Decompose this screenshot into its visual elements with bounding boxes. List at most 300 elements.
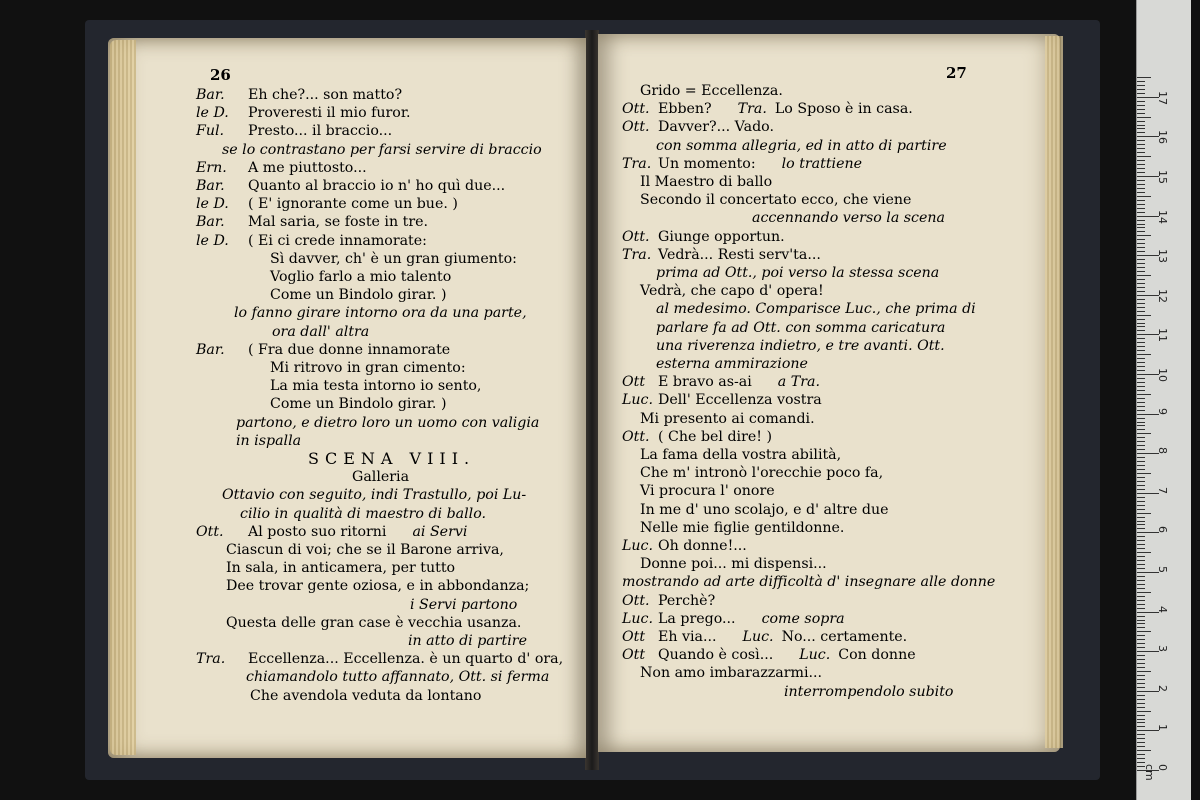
text-line — [196, 232, 427, 250]
line-text: Vi procura l' onore — [640, 483, 775, 500]
line-text: Al posto suo ritorni — [248, 523, 387, 540]
line-text-continued: No... certamente. — [781, 629, 908, 645]
ruler-tick — [1137, 390, 1145, 391]
speaker-label: le D. — [196, 196, 229, 213]
line-text: Ebben? — [658, 101, 712, 118]
stage-aside: come sopra — [761, 610, 845, 627]
ruler-tick — [1137, 271, 1145, 272]
ruler-tick — [1137, 418, 1145, 419]
text-line — [752, 209, 945, 227]
text-line — [622, 373, 820, 391]
text-line — [622, 228, 785, 246]
ruler-label: 6 — [1156, 526, 1169, 534]
ruler-tick — [1137, 188, 1145, 189]
text-line — [222, 486, 526, 504]
line-text: esterna ammirazione — [656, 356, 808, 372]
ruler-label: 15 — [1156, 170, 1169, 184]
ruler-tick — [1137, 635, 1145, 636]
line-text: SCENA VIII. — [308, 449, 476, 468]
ruler-tick — [1137, 311, 1145, 312]
text-line — [640, 664, 822, 682]
text-line — [656, 264, 939, 282]
text-line — [640, 501, 889, 519]
ruler-tick — [1137, 128, 1145, 129]
ruler-tick — [1137, 758, 1145, 759]
line-text: A me piuttosto... — [248, 159, 367, 176]
ruler-label: 10 — [1156, 368, 1169, 382]
speaker-label: Bar. — [196, 341, 225, 358]
line-text: Quando è così... — [658, 647, 774, 664]
text-line — [270, 268, 451, 286]
ruler-tick — [1137, 184, 1145, 185]
stage-aside: Luc. — [742, 629, 774, 645]
line-text: chiamandolo tutto affannato, Ott. si ferma — [246, 669, 550, 686]
line-text: Voglio farlo a mio talento — [270, 269, 452, 285]
text-line — [226, 559, 455, 577]
text-line — [640, 82, 783, 100]
line-text: Donne poi... mi dispensi... — [640, 556, 827, 573]
line-text: Nelle mie figlie gentildonne. — [640, 519, 845, 536]
line-text: i Servi partono — [410, 596, 518, 613]
speaker-label: le D. — [196, 232, 229, 249]
text-line — [236, 414, 539, 432]
line-text: Come un Bindolo girar. ) — [270, 287, 447, 304]
line-text-continued: Lo Sposo è in casa. — [774, 101, 913, 118]
line-text: Che avendola veduta da lontano — [250, 687, 482, 704]
ruler-tick — [1137, 346, 1145, 347]
ruler-tick — [1137, 152, 1145, 153]
text-line — [622, 118, 774, 136]
speaker-label: Tra. — [622, 246, 652, 263]
ruler-tick — [1137, 671, 1151, 672]
text-line — [622, 391, 822, 409]
ruler-tick — [1137, 722, 1145, 723]
line-text: con somma allegria, ed in atto di partire — [656, 137, 947, 154]
line-text: In sala, in anticamera, per tutto — [226, 560, 456, 577]
text-line — [408, 632, 527, 650]
ruler-tick — [1137, 707, 1145, 708]
line-text: Davver?... Vado. — [658, 119, 774, 136]
ruler-tick — [1137, 544, 1145, 545]
ruler-tick — [1137, 410, 1145, 411]
ruler-tick — [1137, 631, 1151, 632]
line-text: La fama della vostra abilità, — [640, 447, 842, 463]
ruler-tick — [1137, 156, 1151, 157]
ruler-tick — [1137, 568, 1145, 569]
line-text: mostrando ad arte difficoltà d' insegnare alle donne — [622, 574, 996, 591]
ruler-tick — [1137, 315, 1151, 316]
ruler-tick — [1137, 350, 1145, 351]
ruler-tick — [1137, 239, 1145, 240]
ruler-label: 0 cm — [1143, 764, 1169, 781]
ruler-tick — [1137, 160, 1145, 161]
ruler-tick — [1137, 406, 1145, 407]
ruler-tick — [1137, 560, 1145, 561]
ruler-tick — [1137, 398, 1145, 399]
text-line — [640, 464, 883, 482]
ruler-tick — [1137, 192, 1145, 193]
line-text: Che m' intronò l'orecchie poco fa, — [640, 465, 884, 482]
line-text: Giunge opportun. — [658, 228, 785, 245]
line-text: ( Che bel dire! ) — [658, 428, 773, 445]
text-line — [196, 195, 458, 213]
ruler-tick — [1137, 386, 1145, 387]
ruler-tick — [1137, 513, 1151, 514]
ruler-tick — [1137, 461, 1145, 462]
ruler-tick — [1137, 220, 1145, 221]
text-line — [656, 337, 945, 355]
line-text: partono, e dietro loro un uomo con valigia — [236, 414, 540, 431]
ruler-tick — [1137, 711, 1151, 712]
ruler-tick — [1137, 366, 1145, 367]
line-text: una riverenza indietro, e tre avanti. Ott. — [656, 337, 945, 354]
line-text: Mi ritrovo in gran cimento: — [270, 360, 466, 376]
ruler-tick — [1137, 616, 1145, 617]
text-line — [656, 137, 947, 155]
line-text: Dell' Eccellenza vostra — [658, 392, 822, 409]
speaker-label: Ott. — [622, 119, 650, 136]
line-text: in atto di partire — [408, 633, 527, 649]
ruler-tick — [1137, 608, 1145, 609]
line-text: Eh che?... son matto? — [248, 87, 403, 103]
line-text: Quanto al braccio io n' ho quì due... — [248, 178, 506, 194]
text-line — [196, 177, 505, 195]
speaker-label: Ern. — [196, 159, 227, 176]
ruler-label: 17 — [1156, 90, 1169, 105]
text-line — [622, 537, 747, 555]
ruler-tick — [1137, 180, 1145, 181]
line-text: Ottavio con seguito, indi Trastullo, poi Lu- — [222, 487, 527, 504]
speaker-label: le D. — [196, 105, 229, 122]
line-text: ( Fra due donne innamorate — [248, 341, 451, 358]
ruler-tick — [1137, 117, 1151, 118]
ruler-tick — [1137, 338, 1145, 339]
line-text: Vedrà, che capo d' opera! — [640, 283, 824, 300]
stage-aside: ai Servi — [412, 523, 468, 540]
ruler-label: 13 — [1156, 249, 1169, 264]
ruler-tick — [1137, 683, 1145, 684]
line-text: al medesimo. Comparisce Luc., che prima di — [656, 301, 976, 318]
text-line — [784, 683, 953, 701]
ruler-tick — [1137, 643, 1145, 644]
text-line — [640, 519, 844, 537]
ruler-tick — [1137, 627, 1145, 628]
ruler-tick — [1137, 548, 1145, 549]
line-text: accennando verso la scena — [752, 210, 945, 227]
text-line — [622, 610, 845, 628]
text-line — [410, 596, 517, 614]
ruler-tick — [1137, 620, 1145, 621]
line-text: Ciascun di voi; che se il Barone arriva, — [226, 542, 504, 558]
ruler-tick — [1137, 113, 1145, 114]
text-line — [640, 173, 772, 191]
ruler-tick — [1137, 734, 1145, 735]
text-line — [270, 250, 517, 268]
ruler-tick — [1137, 168, 1145, 169]
line-text: Presto... il braccio... — [248, 123, 393, 140]
ruler-label: 8 — [1156, 447, 1169, 455]
ruler-tick — [1137, 109, 1145, 110]
text-line — [270, 377, 481, 395]
text-line — [270, 395, 447, 413]
ruler-tick — [1137, 441, 1145, 442]
ruler-tick — [1137, 663, 1145, 664]
ruler-tick — [1137, 679, 1145, 680]
ruler-tick — [1137, 536, 1145, 537]
left-page-number: 26 — [210, 66, 231, 84]
ruler-tick — [1137, 231, 1145, 232]
ruler-tick — [1137, 497, 1145, 498]
line-text: cilio in qualità di maestro di ballo. — [240, 505, 487, 522]
line-text: La mia testa intorno io sento, — [270, 378, 482, 395]
ruler-label: 9 — [1156, 407, 1169, 415]
speaker-label: Ful. — [196, 123, 225, 140]
ruler-tick — [1137, 509, 1145, 510]
ruler-tick — [1137, 140, 1145, 141]
speaker-label: Ott. — [622, 101, 650, 118]
ruler-label: 1 — [1156, 724, 1169, 732]
text-line — [196, 104, 411, 122]
ruler-tick — [1137, 204, 1145, 205]
ruler-tick — [1137, 287, 1145, 288]
text-line — [640, 446, 841, 464]
text-line — [622, 646, 916, 664]
line-text: Dee trovar gente oziosa, e in abbondanza; — [226, 578, 530, 595]
ruler-tick — [1137, 362, 1145, 363]
text-line — [196, 650, 563, 668]
ruler-tick — [1137, 726, 1145, 727]
ruler-tick — [1137, 584, 1145, 585]
ruler-tick — [1137, 323, 1145, 324]
ruler-tick — [1137, 196, 1151, 197]
line-text: interrompendolo subito — [784, 683, 954, 700]
ruler-tick — [1137, 433, 1151, 434]
line-text: parlare fa ad Ott. con somma caricatura — [656, 319, 946, 336]
speaker-label: Bar. — [196, 87, 225, 103]
ruler-tick — [1137, 485, 1145, 486]
ruler-tick — [1137, 564, 1145, 565]
ruler-tick — [1137, 132, 1145, 133]
ruler-tick — [1137, 477, 1145, 478]
line-text: Non amo imbarazzarmi... — [640, 665, 823, 682]
ruler-tick — [1137, 358, 1145, 359]
text-line — [236, 432, 301, 450]
left-page-edges — [110, 40, 136, 755]
ruler-tick — [1137, 291, 1145, 292]
ruler-tick — [1137, 105, 1145, 106]
ruler-label: 11 — [1156, 328, 1169, 343]
line-text: prima ad Ott., poi verso la stessa scena — [656, 265, 940, 281]
speaker-label: Ott — [622, 374, 646, 391]
text-line — [196, 86, 402, 104]
ruler-tick — [1137, 647, 1145, 648]
ruler-label: 14 — [1156, 209, 1169, 224]
text-line — [196, 341, 450, 359]
text-line — [226, 577, 529, 595]
ruler-tick — [1137, 655, 1145, 656]
text-line — [656, 319, 945, 337]
text-line — [196, 213, 428, 231]
ruler-label: 5 — [1156, 566, 1169, 573]
text-line — [272, 323, 369, 341]
ruler-tick — [1137, 481, 1145, 482]
speaker-label: Luc. — [622, 538, 654, 554]
ruler-tick — [1137, 77, 1151, 78]
ruler-tick — [1137, 762, 1145, 763]
ruler-tick — [1137, 85, 1145, 86]
ruler-tick — [1137, 517, 1145, 518]
text-line — [656, 300, 976, 318]
line-text: Mi presento ai comandi. — [640, 410, 815, 427]
ruler-tick — [1137, 437, 1145, 438]
ruler-tick — [1137, 125, 1145, 126]
ruler-tick — [1137, 746, 1145, 747]
ruler-tick — [1137, 449, 1145, 450]
speaker-label: Ott. — [196, 523, 224, 540]
ruler-tick — [1137, 164, 1145, 165]
text-line — [622, 592, 715, 610]
speaker-label: Ott. — [622, 592, 650, 609]
ruler-tick — [1137, 224, 1145, 225]
text-line — [352, 468, 409, 486]
ruler-tick — [1137, 715, 1145, 716]
text-line — [226, 541, 504, 559]
ruler-tick — [1137, 703, 1145, 704]
text-line — [270, 286, 447, 304]
ruler-tick — [1137, 552, 1151, 553]
measuring-ruler — [1136, 0, 1191, 800]
speaker-label: Bar. — [196, 214, 225, 231]
ruler-tick — [1137, 299, 1145, 300]
ruler-tick — [1137, 267, 1145, 268]
ruler-tick — [1137, 429, 1145, 430]
stage-aside: a Tra. — [777, 374, 820, 391]
ruler-tick — [1137, 319, 1145, 320]
line-text-continued: Con donne — [838, 647, 916, 664]
text-line — [234, 304, 527, 322]
line-text: Mal saria, se foste in tre. — [248, 214, 429, 231]
line-text: Il Maestro di ballo — [640, 174, 773, 190]
line-text: ( E' ignorante come un bue. ) — [248, 196, 458, 213]
line-text: E bravo as-ai — [658, 374, 752, 391]
ruler-tick — [1137, 592, 1151, 593]
line-text: Eccellenza... Eccellenza. è un quarto d' ora, — [248, 651, 564, 668]
line-text: Oh donne!... — [658, 538, 747, 554]
ruler-tick — [1137, 521, 1145, 522]
line-text: Vedrà... Resti serv'ta... — [658, 246, 821, 263]
ruler-tick — [1137, 247, 1145, 248]
ruler-tick — [1137, 445, 1145, 446]
line-text: Perchè? — [658, 592, 716, 609]
line-text: lo fanno girare intorno ora da una parte, — [234, 305, 527, 322]
speaker-label: Tra. — [622, 155, 652, 172]
ruler-tick — [1137, 604, 1145, 605]
speaker-label: Ott. — [622, 228, 650, 245]
line-text: Un momento: — [658, 155, 756, 172]
text-line — [640, 410, 815, 428]
line-text: Grido = Eccellenza. — [640, 83, 783, 99]
line-text: Secondo il concertato ecco, che viene — [640, 192, 912, 209]
text-line — [622, 573, 995, 591]
ruler-tick — [1137, 588, 1145, 589]
ruler-tick — [1137, 667, 1145, 668]
text-line — [246, 668, 549, 686]
ruler-tick — [1137, 623, 1145, 624]
speaker-label: Bar. — [196, 178, 225, 194]
ruler-tick — [1137, 576, 1145, 577]
ruler-tick — [1137, 687, 1145, 688]
ruler-tick — [1137, 422, 1145, 423]
line-text: se lo contrastano per farsi servire di braccio — [222, 141, 542, 158]
ruler-tick — [1137, 742, 1145, 743]
line-text: In me d' uno scolajo, e d' altre due — [640, 501, 889, 518]
ruler-tick — [1137, 378, 1145, 379]
text-line — [640, 555, 827, 573]
text-line — [640, 482, 775, 500]
text-line — [196, 122, 392, 140]
ruler-tick — [1137, 326, 1145, 327]
line-text: Sì davver, ch' è un gran giumento: — [270, 250, 517, 267]
ruler-tick — [1137, 208, 1145, 209]
ruler-tick — [1137, 370, 1145, 371]
ruler-tick — [1137, 639, 1145, 640]
ruler-tick — [1137, 528, 1145, 529]
ruler-tick — [1137, 251, 1145, 252]
stage-aside: lo trattiene — [781, 155, 863, 172]
text-line — [640, 282, 824, 300]
ruler-tick — [1137, 144, 1145, 145]
ruler-tick — [1137, 675, 1145, 676]
text-line — [250, 687, 481, 705]
speaker-label: Luc. — [622, 610, 654, 627]
ruler-tick — [1137, 659, 1145, 660]
line-text: La prego... — [658, 610, 736, 627]
text-line — [640, 191, 911, 209]
ruler-tick — [1137, 465, 1145, 466]
text-line — [222, 141, 542, 159]
text-line — [226, 614, 521, 632]
ruler-tick — [1137, 89, 1145, 90]
speaker-label: Ott. — [622, 428, 650, 445]
ruler-tick — [1137, 596, 1145, 597]
line-text: ( Ei ci crede innamorate: — [248, 232, 427, 249]
ruler-label: 12 — [1156, 288, 1169, 303]
ruler-label: 16 — [1156, 130, 1169, 145]
ruler-tick — [1137, 81, 1145, 82]
line-text: Eh via... — [658, 629, 717, 645]
ruler-tick — [1137, 283, 1145, 284]
ruler-tick — [1137, 148, 1145, 149]
right-page-edges — [1045, 36, 1063, 748]
ruler-tick — [1137, 330, 1145, 331]
ruler-tick — [1137, 473, 1151, 474]
text-line — [196, 523, 467, 541]
line-text: Galleria — [352, 469, 410, 486]
ruler-tick — [1137, 580, 1145, 581]
line-text: in ispalla — [236, 432, 302, 449]
ruler-tick — [1137, 469, 1145, 470]
ruler-tick — [1137, 354, 1151, 355]
line-text: Questa delle gran case è vecchia usanza. — [226, 614, 522, 631]
text-line — [622, 155, 862, 173]
text-line — [622, 628, 907, 646]
ruler-label: 2 — [1156, 684, 1169, 692]
text-line — [622, 100, 913, 118]
ruler-tick — [1137, 540, 1145, 541]
line-text: ora dall' altra — [272, 323, 370, 340]
ruler-tick — [1137, 738, 1145, 739]
ruler-tick — [1137, 172, 1145, 173]
